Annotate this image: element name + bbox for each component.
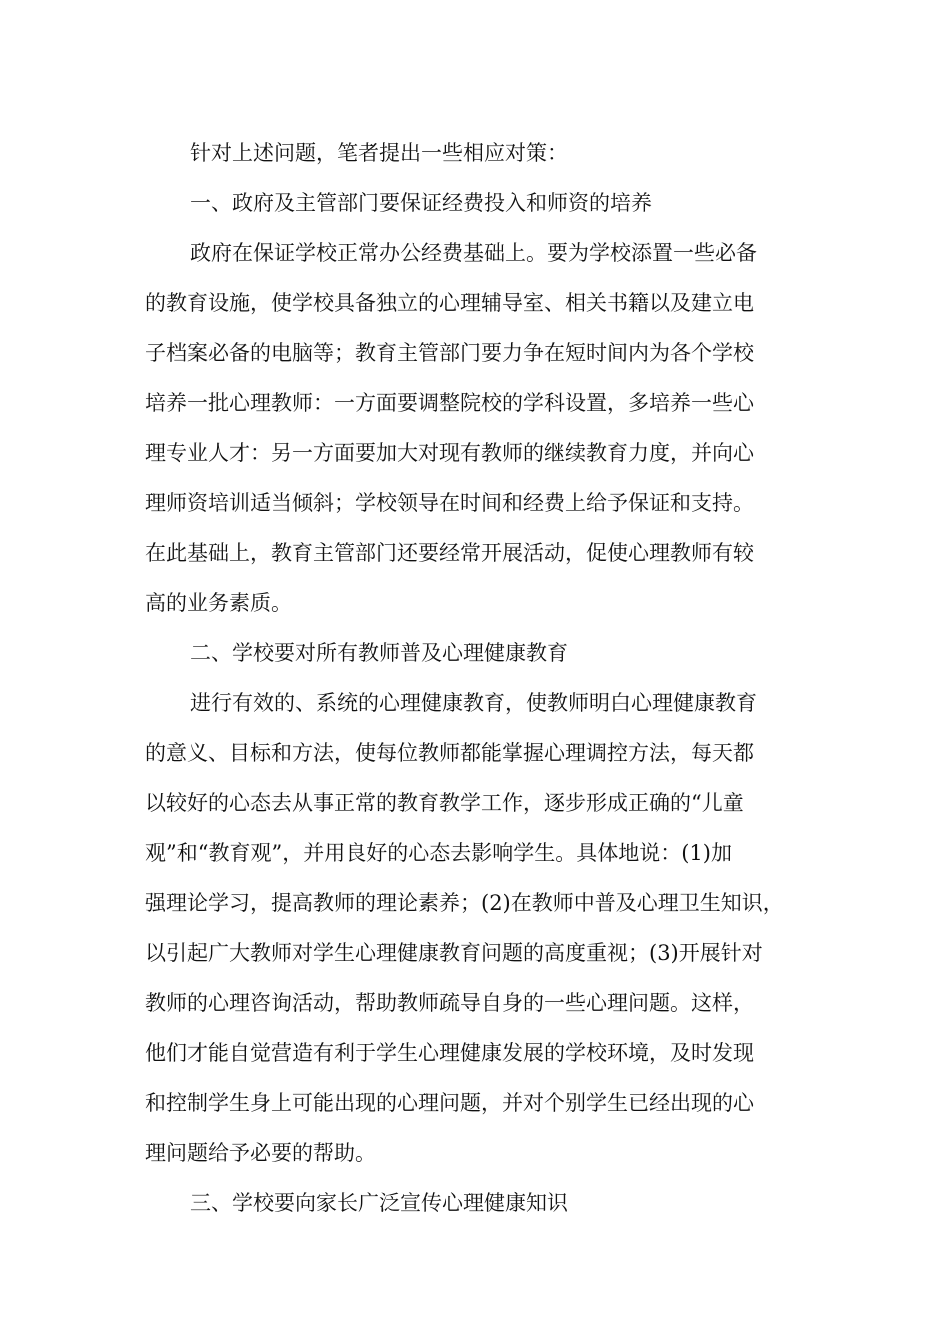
paragraph-two-line: 以较好的心态去从事正常的教育教学工作，逐步形成正确的“儿童 — [145, 791, 744, 815]
paragraph-two-line: 理问题给予必要的帮助。 — [145, 1141, 376, 1165]
paragraph-two-line: 进行有效的、系统的心理健康教育，使教师明白心理健康教育 — [190, 691, 757, 715]
paragraph-two-line: 教师的心理咨询活动，帮助教师疏导自身的一些心理问题。这样， — [145, 991, 754, 1015]
paragraph-one-line: 理师资培训适当倾斜；学校领导在时间和经费上给予保证和支持。 — [145, 491, 754, 515]
paragraph-two-line: 观”和“教育观”，并用良好的心态去影响学生。具体地说：(1)加 — [145, 841, 732, 865]
paragraph-one-line: 理专业人才：另一方面要加大对现有教师的继续教育力度，并向心 — [145, 441, 754, 465]
paragraph-one-line: 高的业务素质。 — [145, 591, 292, 615]
paragraph-two-line: 他们才能自觉营造有利于学生心理健康发展的学校环境，及时发现 — [145, 1041, 754, 1065]
paragraph-one-line: 的教育设施，使学校具备独立的心理辅导室、相关书籍以及建立电 — [145, 291, 754, 315]
paragraph-two-line: 强理论学习，提高教师的理论素养；(2)在教师中普及心理卫生知识， — [145, 891, 784, 915]
paragraph-two-line: 以引起广大教师对学生心理健康教育问题的高度重视；(3)开展针对 — [145, 941, 763, 965]
heading-three: 三、学校要向家长广泛宣传心理健康知识 — [190, 1191, 568, 1215]
intro-line: 针对上述问题，笔者提出一些相应对策： — [190, 141, 568, 165]
paragraph-one-line: 政府在保证学校正常办公经费基础上。要为学校添置一些必备 — [190, 241, 757, 265]
heading-two: 二、学校要对所有教师普及心理健康教育 — [190, 641, 568, 665]
paragraph-two-line: 的意义、目标和方法，使每位教师都能掌握心理调控方法，每天都 — [145, 741, 754, 765]
paragraph-one-line: 在此基础上，教育主管部门还要经常开展活动，促使心理教师有较 — [145, 541, 754, 565]
paragraph-one-line: 培养一批心理教师：一方面要调整院校的学科设置，多培养一些心 — [145, 391, 754, 415]
paragraph-two-line: 和控制学生身上可能出现的心理问题，并对个别学生已经出现的心 — [145, 1091, 754, 1115]
heading-one: 一、政府及主管部门要保证经费投入和师资的培养 — [190, 191, 652, 215]
paragraph-one-line: 子档案必备的电脑等；教育主管部门要力争在短时间内为各个学校 — [145, 341, 754, 365]
